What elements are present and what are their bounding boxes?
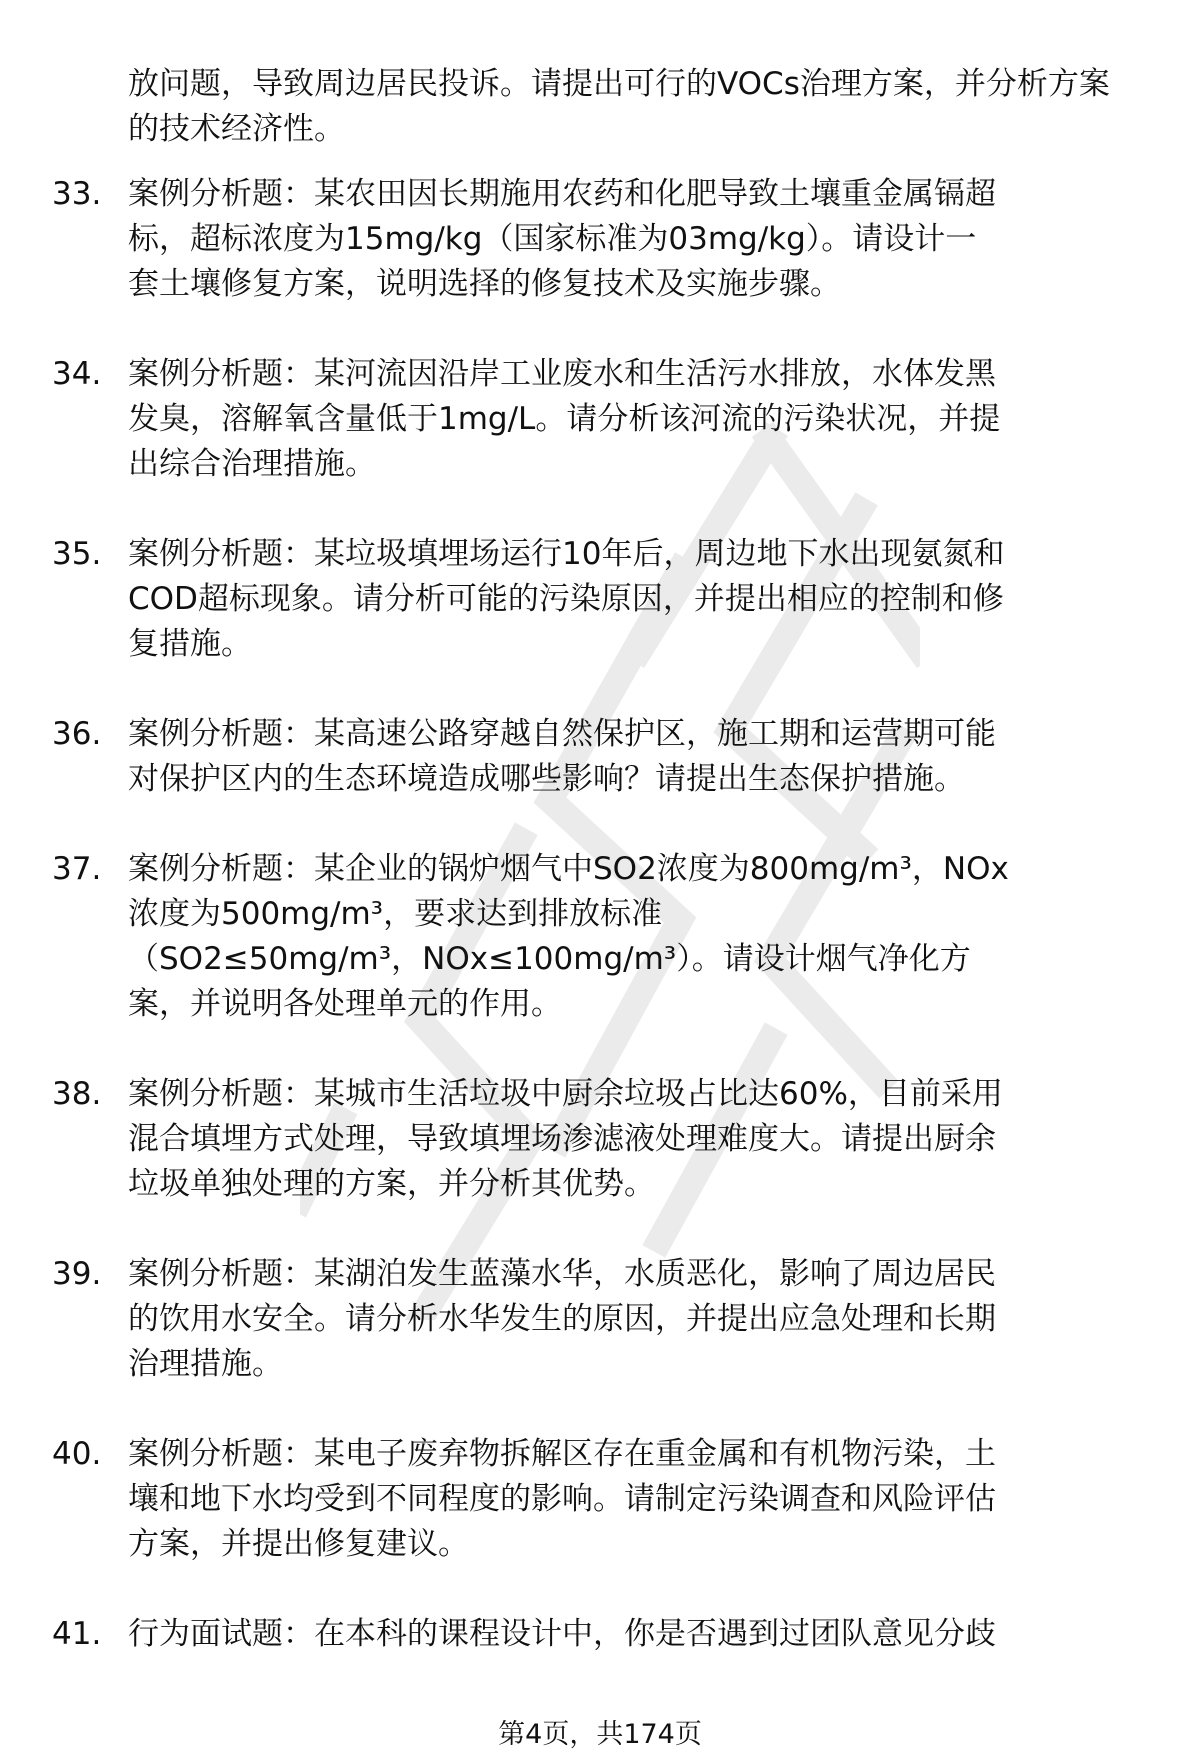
- question-line: 对保护区内的生态环境造成哪些影响？请提出生态保护措施。: [128, 761, 965, 797]
- question-line: 案例分析题：某湖泊发生蓝藻水华，水质恶化，影响了周边居民: [128, 1256, 996, 1292]
- page-footer: 第4页，共174页: [498, 1719, 702, 1750]
- question-number: 34.: [52, 356, 102, 392]
- question-text: [128, 1612, 1138, 1657]
- question-number: 37.: [52, 851, 102, 887]
- question-number: 38.: [52, 1076, 102, 1112]
- question-line: 案例分析题：某城市生活垃圾中厨余垃圾占比达60%，目前采用: [128, 1076, 1003, 1112]
- question-line: 套土壤修复方案，说明选择的修复技术及实施步骤。: [128, 266, 841, 302]
- question-text: [128, 1432, 1138, 1567]
- question-line: 案，并说明各处理单元的作用。: [128, 986, 562, 1022]
- question-line: 混合填埋方式处理，导致填埋场渗滤液处理难度大。请提出厨余: [128, 1121, 996, 1157]
- question-number: 41.: [52, 1616, 102, 1652]
- question-line: 浓度为500mg/m³，要求达到排放标准: [128, 896, 663, 932]
- question-number: 40.: [52, 1436, 102, 1472]
- question-item-41: [52, 1612, 1152, 1657]
- question-line: 发臭，溶解氧含量低于1mg/L。请分析该河流的污染状况，并提: [128, 401, 1001, 437]
- question-line: 出综合治理措施。: [128, 446, 376, 482]
- question-line: 案例分析题：某河流因沿岸工业废水和生活污水排放，水体发黑: [128, 356, 996, 392]
- question-line: 复措施。: [128, 626, 252, 662]
- question-item-37: [52, 847, 1152, 1027]
- question-line: 案例分析题：某垃圾填埋场运行10年后，周边地下水出现氨氮和: [128, 536, 1005, 572]
- question-line: （SO2≤50mg/m³，NOx≤100mg/m³）。请设计烟气净化方: [128, 941, 971, 977]
- question-text: [128, 847, 1138, 1027]
- question-item-34: [52, 352, 1152, 487]
- question-text: [128, 532, 1138, 667]
- question-item-33: [52, 172, 1152, 307]
- question-line: 案例分析题：某企业的锅炉烟气中SO2浓度为800mg/m³，NOx: [128, 851, 1009, 887]
- question-number: 39.: [52, 1256, 102, 1292]
- question-item-35: [52, 532, 1152, 667]
- question-line: 的饮用水安全。请分析水华发生的原因，并提出应急处理和长期: [128, 1301, 996, 1337]
- question-item-36: [52, 712, 1152, 802]
- continuation-paragraph: 放问题，导致周边居民投诉。请提出可行的VOCs治理方案，并分析方案的技术经济性。: [128, 66, 1110, 147]
- question-number: 36.: [52, 716, 102, 752]
- question-text: [128, 352, 1138, 487]
- question-text: [128, 1252, 1138, 1387]
- question-line: 案例分析题：某高速公路穿越自然保护区，施工期和运营期可能: [128, 716, 996, 752]
- question-line: COD超标现象。请分析可能的污染原因，并提出相应的控制和修: [128, 581, 1004, 617]
- question-item-38: [52, 1072, 1152, 1207]
- question-text: [128, 1072, 1138, 1207]
- question-item-39: [52, 1252, 1152, 1387]
- question-line: 壤和地下水均受到不同程度的影响。请制定污染调查和风险评估: [128, 1481, 996, 1517]
- question-line: 方案，并提出修复建议。: [128, 1526, 469, 1562]
- question-item-40: [52, 1432, 1152, 1567]
- question-line: 行为面试题：在本科的课程设计中，你是否遇到过团队意见分歧: [128, 1616, 996, 1652]
- question-line: 案例分析题：某农田因长期施用农药和化肥导致土壤重金属镉超: [128, 176, 996, 212]
- question-text: [128, 712, 1138, 802]
- question-line: 案例分析题：某电子废弃物拆解区存在重金属和有机物污染，土: [128, 1436, 996, 1472]
- question-line: 治理措施。: [128, 1346, 283, 1382]
- question-number: 35.: [52, 536, 102, 572]
- question-line: 垃圾单独处理的方案，并分析其优势。: [128, 1166, 655, 1202]
- question-line: 标，超标浓度为15mg/kg（国家标准为03mg/kg）。请设计一: [128, 221, 977, 257]
- question-text: [128, 172, 1138, 307]
- question-number: 33.: [52, 176, 102, 212]
